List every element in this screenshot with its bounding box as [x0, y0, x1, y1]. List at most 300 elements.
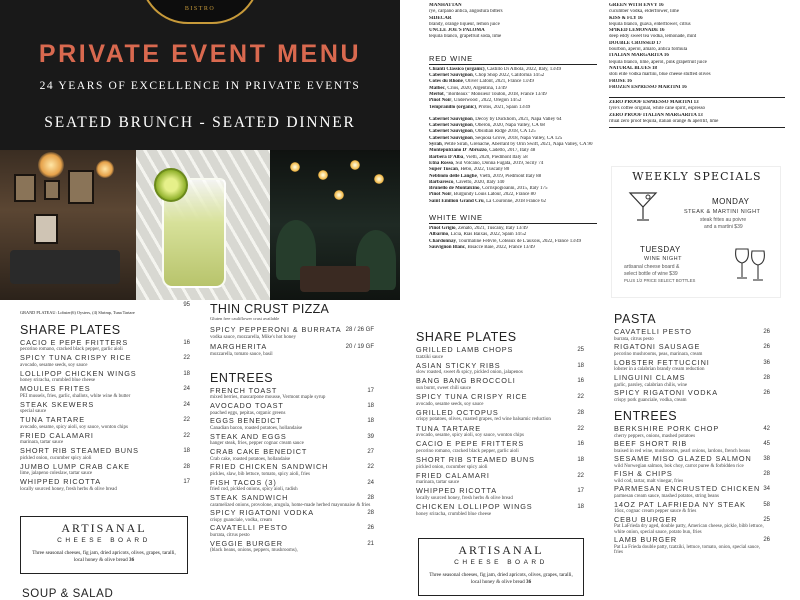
wine-varietal: Brunello de Montalcino: [429, 186, 480, 192]
monday-special: STEAK & MARTINI NIGHT: [684, 209, 761, 215]
wall-frame: [34, 214, 58, 244]
drink-line: FROZEN ESPRESSO MARTINI 16: [609, 84, 687, 90]
share-plates-list: [20, 339, 190, 492]
cheese-board-box: [20, 516, 188, 574]
menu-item: [416, 456, 584, 470]
menu-item: [614, 470, 770, 484]
drink-line: deep eddy sweet tea vodka, lemonade, mint: [609, 34, 697, 40]
menu-item: [614, 328, 770, 342]
drink-line: Cabernet Sauvignon, Decoy by Duckhorn, 2021, Napa Valley 64: [429, 116, 562, 122]
cheese-board-price-2: 36: [525, 578, 532, 585]
drink-line: DOUBLE CROSSED 17: [609, 40, 662, 46]
monday-desc-1: steak frites au poivre: [700, 217, 747, 223]
wine-varietal: Syrah: [429, 142, 442, 148]
drink-line: tequila blanco, grapefruit soda, lime: [429, 34, 502, 40]
drink-line: NATURAL BLUES 18: [609, 65, 657, 71]
wine-varietal: Tempranillo (organic): [429, 104, 476, 110]
menu-item-price: 28: [367, 494, 374, 501]
menu-item-name: CACIO E PEPE FRITTERS: [20, 337, 129, 347]
menu-item-desc: honey sriracha, crumbled blue cheese: [416, 511, 492, 517]
menu-item-name: LINGUINI CLAMS: [614, 372, 686, 382]
menu-item-name: TUNA TARTARE: [416, 423, 481, 433]
menu-item-desc: pecorino romano, cracked black pepper, garlic aioli: [20, 347, 123, 353]
menu-item-price: 28: [367, 510, 374, 517]
menu-item-desc: special sauce: [20, 409, 47, 415]
menu-item-name: GRILLED OCTOPUS: [416, 407, 499, 417]
menu-item-desc: avocado, sesame seeds, soy sauce: [416, 401, 484, 407]
menu-item: [416, 472, 584, 486]
menu-item: [20, 354, 190, 368]
menu-item-name: WHIPPED RICOTTA: [20, 477, 102, 487]
menu-item: [20, 370, 190, 384]
menu-item: [614, 536, 770, 555]
menu-item: [614, 455, 770, 469]
cheese-board-desc: [27, 550, 181, 563]
menu-item: [614, 359, 770, 373]
menu-item-name: JUMBO LUMP CRAB CAKE: [20, 461, 130, 471]
wine-varietal: Etna Rosso: [429, 160, 454, 166]
drink-line: MANHATTAN: [429, 3, 462, 8]
menu-item-name: MOULES FRITES: [20, 384, 91, 394]
wine-varietal: Cabernet Sauvignon: [429, 123, 473, 129]
menu-item-price: 18: [577, 362, 584, 369]
cheese-board-desc-text-2: Three seasonal cheeses, fig jam, dried apricots, olives, grapes, taralli, local honey & olive bread: [429, 572, 573, 585]
menu-item-desc: lobster in a calabrian brandy cream reduction: [614, 367, 705, 373]
signature-cocktails-list: [609, 3, 785, 91]
menu-item-desc: Canadian bacon, roasted potatoes, hollandaise: [210, 426, 303, 432]
menu-item: [20, 463, 190, 477]
menu-item-price: 26: [367, 525, 374, 532]
menu-item-price: 17: [183, 479, 190, 486]
wine-varietal: Albarino: [429, 232, 449, 238]
wine-varietal: Cabernet Sauvignon: [429, 135, 473, 141]
menu-item-desc: avocado, sesame seeds, soy sauce: [20, 362, 88, 368]
menu-item-desc: honey sriracha, crumbled blue cheese: [20, 378, 96, 384]
drink-line: Chianti Classico (organic), Castillo Di Albola, 2022, Italy, 13/49: [429, 66, 562, 72]
menu-item-name: CEBU BURGER: [614, 514, 678, 524]
menu-item-desc: caramelized onions, provolone, arugula, home-made herbed mayonnaise & fries: [210, 502, 371, 508]
menu-item-price: 28: [183, 463, 190, 470]
menu-item-price: 24: [183, 401, 190, 408]
menu-item: [614, 440, 770, 454]
lamp-icon: [96, 160, 114, 178]
hero-subtitle-service: SEATED BRUNCH - SEATED DINNER: [44, 114, 356, 131]
drink-line: FROSE 16: [609, 78, 632, 84]
menu-item-price: 18: [183, 370, 190, 377]
dining-room-photo: [0, 150, 136, 300]
menu-item-name: STEAK AND EGGS: [210, 431, 287, 441]
pizza-subtitle: Gluten free cauliflower crust available: [210, 316, 280, 321]
menu-item-desc: pecorino romano, cracked black pepper, garlic aioli: [416, 448, 519, 454]
menu-item-desc: Crab cake, roasted potatoes, hollandaise: [210, 456, 291, 462]
monday-desc-2: and a martini $39: [704, 224, 743, 230]
pizza-heading: THIN CRUST PIZZA: [210, 302, 330, 316]
menu-item-desc: Pat LaFrieda dry aged, double patty, American cheese, pickle, bibb lettuce, white onion, special sauce, potato bun, fries: [614, 524, 764, 535]
share-plates-heading-2: SHARE PLATES: [416, 330, 517, 344]
red-wine-list-bottle: [429, 117, 597, 205]
menu-item-price: 26: [763, 329, 770, 335]
menu-item-name: SPICY TUNA CRISPY RICE: [20, 353, 132, 363]
menu-item-price: 22: [183, 355, 190, 362]
tuesday-label: TUESDAY: [640, 245, 681, 254]
menu-item: [614, 374, 770, 388]
menu-item-name: LOLLIPOP CHICKEN WINGS: [20, 368, 137, 378]
menu-item-desc: avocado, sesame, spicy aioli, soy sauce, wonton chips: [20, 424, 128, 430]
wine-varietal: Chianti Classico (organic): [429, 66, 485, 72]
wine-varietal: Saint Emilion Grand Cru: [429, 198, 484, 204]
menu-item-price: 45: [763, 441, 770, 448]
lamp-icon: [38, 152, 64, 178]
drink-line: GREEN WITH ENVY 16: [609, 3, 664, 8]
bar-counter: [300, 266, 370, 292]
menu-item-desc: garlic, parsley, calabrian chilis, wine: [614, 382, 688, 388]
menu-item-name: STEAK SANDWICH: [210, 492, 289, 502]
menu-item: [416, 487, 584, 501]
martini-glass-icon: [628, 189, 658, 223]
menu-item: [614, 389, 770, 403]
menu-item-desc: locally sourced honey, fresh herbs & olive bread: [20, 486, 117, 492]
menu-item-desc: avocado, sesame, spicy aioli, soy sauce, wonton chips: [416, 433, 524, 439]
menu-item-name: SPICY RIGATONI VODKA: [614, 388, 718, 398]
menu-item: [416, 440, 584, 454]
pizza-entrees-column: [210, 302, 374, 555]
menu-item-name: CHICKEN LOLLIPOP WINGS: [416, 502, 533, 512]
menu-item-desc: braised in red wine, mushrooms, pearl onions, lardons, french beans: [614, 448, 751, 454]
drink-line: lyre's coffee original, white cane spirit, espresso: [609, 106, 706, 112]
drink-line: Cabernet Sauvignon, Obsidian Ridge 2018, CA 125: [429, 129, 536, 135]
share-plates-list-2: [416, 346, 584, 517]
drink-line: stoli elite vodka martini, blue cheese stuffed olives: [609, 72, 711, 78]
menu-item: [210, 524, 374, 538]
entrees-list-2: [614, 425, 770, 555]
menu-item: [20, 478, 190, 492]
share-plates-heading: SHARE PLATES: [20, 322, 121, 337]
drink-line: Tempranillo (organic), Protos, 2021, Spain 13/49: [429, 104, 531, 110]
lime-slice-icon: [154, 168, 188, 202]
menu-item: [20, 385, 190, 399]
menu-item: [416, 503, 584, 517]
menu-item-price: 17: [367, 387, 374, 394]
pizza-list: [210, 326, 374, 357]
menu-item-price: 22: [183, 432, 190, 439]
menu-item-desc: crispy pork guanciale, vodka, cream: [614, 397, 687, 403]
menu-item-name: FISH TACOS (3): [210, 477, 277, 487]
cocktail-photo: [136, 150, 270, 300]
menu-item: [210, 448, 374, 462]
menu-item-desc: pecorino mushrooms, peas, marinara, cream: [614, 351, 703, 357]
white-wine-list: [429, 226, 597, 251]
pasta-heading: PASTA: [614, 312, 657, 326]
menu-item-price: 22: [577, 425, 584, 432]
light-bulb-icon: [290, 162, 300, 172]
white-wine-heading: WHITE WINE: [429, 213, 597, 224]
drink-line: Syrah, Petite Sirah, Grenache, Aberrant by Orin Swift, 2021, Napa Valley, CA 90: [429, 142, 593, 148]
menu-item-price: 26: [763, 537, 770, 543]
bistro-logo: [140, 0, 260, 24]
menu-item-name: GRILLED LAMB CHOPS: [416, 345, 514, 354]
drinks-column: [429, 3, 597, 251]
drink-line: bourbon, aperol, amaro, antica formula: [609, 47, 688, 53]
cocktails-right-column: [609, 3, 785, 128]
menu-item-price: 22: [577, 394, 584, 401]
menu-item-name: LAMB BURGER: [614, 535, 678, 544]
menu-item-desc: fried cod, pickled onions, spicy aioli, radish: [210, 487, 298, 493]
soup-salad-heading: SOUP & SALAD: [22, 588, 114, 600]
menu-item-price: 26: [763, 344, 770, 351]
menu-item-desc: slow roasted, sweet & spicy, pickled onion, jalapenos: [416, 370, 523, 376]
menu-item-price: 18: [577, 456, 584, 463]
light-bulb-icon: [374, 174, 384, 184]
wine-varietal: Pinot Noir: [429, 98, 452, 104]
menu-item: [20, 401, 190, 415]
menu-item-name: MARGHERITA: [210, 341, 268, 351]
menu-item-name: SHORT RIB STEAMED BUNS: [20, 446, 139, 456]
menu-item-price: 25: [577, 347, 584, 353]
wall-frame: [14, 174, 36, 202]
menu-item: [614, 516, 770, 535]
menu-item-name: PARMESAN ENCRUSTED CHICKEN: [614, 484, 761, 494]
weekly-specials-card: [611, 166, 781, 298]
share-plates-column: [20, 302, 190, 494]
menu-item-desc: lime, jalapeno coleslaw, tartar sauce: [20, 471, 93, 477]
menu-item-desc: crispy guanciale, vodka, cream: [210, 517, 273, 523]
menu-item-desc: sun burnt, sweet chili sauce: [416, 386, 472, 392]
menu-item-desc: pickled onion, cucumber spicy aioli: [20, 455, 92, 461]
menu-item-desc: mixed berries, mascarpone mousse, Vermont maple syrup: [210, 395, 326, 401]
menu-item-price: 17: [577, 488, 584, 495]
cheese-board-desc-text: Three seasonal cheeses, fig jam, dried apricots, olives, grapes, taralli, local honey & olive bread: [32, 550, 176, 563]
menu-item-price: 21: [367, 540, 374, 547]
menu-item-name: AVOCADO TOAST: [210, 401, 284, 411]
drink-line: Etna Rosso, Sul Volcano, Donna Fugata, 2019, Sicily 74: [429, 160, 544, 166]
menu-item: [210, 326, 374, 340]
pasta-entrees-column: [614, 308, 770, 556]
menu-item: [416, 377, 584, 391]
menu-item-name: FRIED CALAMARI: [416, 470, 490, 480]
menu-item-name: CAVATELLI PESTO: [210, 523, 288, 533]
drink-line: Cabernet Sauvignon, Sequoia Grove, 2018, Napa Valley, CA 125: [429, 135, 563, 141]
cheese-board-subtitle: CHEESE BOARD: [57, 537, 151, 544]
menu-item: [20, 339, 190, 353]
menu-item-name: FRIED CALAMARI: [20, 430, 94, 440]
menu-item-name: CACIO E PEPE FRITTERS: [416, 439, 525, 449]
menu-item: [210, 540, 374, 554]
menu-item: [20, 416, 190, 430]
wine-varietal: Barbera D'Alba: [429, 154, 464, 160]
menu-item-price: 28: [763, 374, 770, 381]
drink-line: cucumber vodka, elderflower, lime: [609, 9, 679, 15]
wine-varietal: Cotes du Rhone: [429, 79, 463, 85]
menu-item-name: CAVATELLI PESTO: [614, 327, 692, 336]
menu-item-name: RIGATONI SAUSAGE: [614, 342, 701, 352]
menu-item-price: 38: [763, 456, 770, 463]
drink-line: Pinot Grigio, Zenato, 2021, Tuscany, Italy 13/49: [429, 226, 528, 232]
menu-item: [416, 425, 584, 439]
menu-item-price: 36: [763, 359, 770, 366]
bar-interior-photo: [270, 150, 400, 300]
menu-item-price: 58: [763, 501, 770, 508]
plateau-price: 95: [183, 302, 190, 308]
menu-item: [210, 433, 374, 447]
drink-line: ritual zero proof tequila, italian orange & aperitif, lime: [609, 119, 719, 125]
menu-item: [210, 402, 374, 416]
menu-item-price: 28: [763, 471, 770, 478]
drink-line: Montepulciano D' Abruzzo, Cadetto, 2017, Italy 48: [429, 148, 536, 154]
menu-item-price: 22: [183, 417, 190, 424]
wine-varietal: Super Tuscan: [429, 167, 458, 173]
menu-item-desc: marinara, tartar sauce: [20, 440, 64, 446]
menu-item-desc: wild Norwegian salmon, bok choy, carrot puree & forbidden rice: [614, 463, 744, 469]
page-title: PRIVATE EVENT MENU: [38, 40, 362, 68]
menu-item-price: 25: [763, 516, 770, 523]
drink-line: ZERO PROOF ESPRESSO MARTINI 13: [609, 100, 699, 106]
menu-item-desc: locally sourced honey, fresh herbs & olive bread: [416, 495, 513, 501]
drink-line: Cabernet Sauvignon, Chop Shop 2022, California 14/52: [429, 73, 545, 79]
menu-item: [614, 501, 770, 515]
menu-item-price: 26: [763, 390, 770, 397]
wall-frame: [44, 180, 60, 200]
drink-line: ZERO PROOF ITALIAN MARGARITA 13: [609, 112, 703, 118]
menu-item-desc: (black beans, onions, peppers, mushrooms),: [210, 548, 298, 554]
menu-item-desc: tzatziki sauce: [416, 354, 444, 360]
drink-line: Pinot Noir, Burgundy Louis Latour, 2022, France 80: [429, 192, 536, 198]
light-bulb-icon: [318, 170, 328, 180]
menu-item-price: 42: [763, 426, 770, 433]
menu-item-desc: vodka sauce, mozzarella, Mike's hot honey: [210, 334, 297, 340]
menu-item: [416, 362, 584, 376]
menu-item: [210, 509, 374, 523]
wine-varietal: Cabernet Sauvignon: [429, 129, 473, 135]
red-wine-list-glass: [429, 67, 597, 111]
menu-item-name: SPICY RIGATONI VODKA: [210, 508, 314, 518]
menu-item-name: SPICY PEPPERONI & BURRATA: [210, 325, 342, 334]
menu-item-desc: mozzarella, tomato sauce, basil: [210, 351, 273, 357]
cheese-board-subtitle-2: CHEESE BOARD: [454, 559, 548, 566]
menu-item-desc: hanger steak, fries, pepper cognac cream sauce: [210, 441, 304, 447]
monday-label: MONDAY: [712, 197, 750, 206]
menu-item: [210, 417, 374, 431]
menu-item-desc: poached eggs, pepitas, organic greens: [210, 410, 286, 416]
wine-varietal: Pinot Grigio: [429, 226, 456, 232]
cheese-board-price: 36: [128, 556, 135, 563]
weekly-specials-title: WEEKLY SPECIALS: [632, 170, 762, 183]
menu-item-desc: burrata, citrus pesto: [210, 533, 250, 539]
zero-proof-box: [609, 97, 785, 128]
light-bulb-icon: [350, 160, 360, 170]
menu-item-price: 18: [367, 403, 374, 410]
drink-line: Barbaresco, Cavetto, 2020, Italy 140: [429, 179, 505, 185]
entrees-heading: ENTREES: [210, 370, 274, 385]
menu-item-name: FISH & CHIPS: [614, 469, 673, 479]
drink-line: Cotes du Rhone, Oliver Lafont, 2021, France 13/49: [429, 79, 534, 85]
menu-item: [614, 343, 770, 357]
menu-item-price: 34: [763, 486, 770, 493]
menu-item-price: 22: [367, 464, 374, 471]
wine-varietal: Cabernet Sauvignon: [429, 116, 473, 122]
logo-text: BISTRO: [184, 6, 216, 12]
menu-item-desc: crispy potatoes, olives, roasted grapes, red wine balsamic reduction: [416, 417, 551, 423]
share-plates-column-2: [416, 326, 584, 519]
menu-item: [614, 485, 770, 499]
menu-item: [210, 479, 374, 493]
drink-line: SPIKED LEMONADE 16: [609, 28, 665, 34]
wine-varietal: Merlot: [429, 91, 444, 97]
red-wine-heading: RED WINE: [429, 54, 597, 65]
menu-item-desc: cherry peppers, onions, mashed potatoes: [614, 433, 696, 439]
menu-item-price: 18: [183, 448, 190, 455]
tuesday-desc-2: select bottle of wine $39: [624, 271, 678, 277]
drink-line: Saint Emilion Grand Cru, La Couronne, 2018 France 62: [429, 198, 546, 204]
menu-item-price: 28: [577, 409, 584, 416]
cheese-board-title-2: ARTISANAL: [458, 543, 544, 557]
wall-frame: [68, 170, 94, 204]
menu-item-price: 18: [577, 504, 584, 511]
wine-varietal: Cabernet Sauvignon: [429, 73, 473, 79]
menu-item-desc: marinara, tartar sauce: [416, 480, 460, 486]
cheese-board-box-2: [418, 538, 584, 596]
drink-line: KISS & FLY 16: [609, 15, 643, 21]
menu-item-name: 14OZ PAT LAFRIEDA NY STEAK: [614, 499, 746, 509]
drink-line: brandy, orange liqueur, lemon juice: [429, 21, 500, 27]
menu-item-price: 39: [367, 433, 374, 440]
drink-line: ITALIAN MARGARITA 16: [609, 53, 669, 59]
tuesday-special: WINE NIGHT: [644, 256, 682, 262]
menu-item-name: WHIPPED RICOTTA: [416, 486, 498, 496]
menu-item-price: 27: [367, 449, 374, 455]
menu-item-price: 16: [577, 441, 584, 448]
wine-varietal: Montepulciano D' Abruzzo: [429, 148, 487, 154]
drink-line: UNCLE JOE'S PALOMA: [429, 28, 485, 34]
drink-line: Malbec, Crios, 2020, Argentina, 13/49: [429, 85, 507, 91]
menu-item-name: SPICY TUNA CRISPY RICE: [416, 392, 528, 402]
menu-item-price: 22: [577, 472, 584, 479]
menu-item: [210, 463, 374, 477]
menu-item-price: 28 / 26 GF: [345, 327, 374, 333]
drink-line: Brunello de Montalcino, Corrispogioanni, 2015, Italy 175: [429, 186, 548, 192]
menu-item: [20, 432, 190, 446]
menu-item-name: FRIED CHICKEN SANDWICH: [210, 462, 329, 472]
drink-line: Cabernet Sauvignon, Oberon, 2020, Napa Valley, CA 68: [429, 123, 545, 129]
menu-item-name: STEAK SKEWERS: [20, 399, 95, 409]
tuesday-desc-1: artisanal cheese board &: [624, 264, 680, 270]
menu-item-desc: 16oz, cognac cream pepper sauce & fries: [614, 509, 697, 515]
menu-item-price: 20 / 19 GF: [345, 343, 374, 350]
menu-item: [210, 343, 374, 357]
tuesday-desc-3: PLUS 1/2 PRICE SELECT BOTTLES: [624, 278, 696, 283]
menu-item-price: 24: [367, 479, 374, 486]
cheese-board-desc-2: [425, 572, 577, 585]
hero-subtitle: 24 YEARS OF EXCELLENCE IN PRIVATE EVENTS: [39, 80, 361, 92]
drink-line: Albarino, Licia, Rias Baixas, 2022, Spain 14/52: [429, 232, 527, 238]
menu-item-desc: pickled onion, cucumber spicy aioli: [416, 464, 488, 470]
menu-item-name: BEEF SHORT RIB: [614, 439, 688, 449]
drink-line: tequila blanco, guava, elderflower, citrus: [609, 21, 691, 27]
drink-line: Barbera D'Alba, Vietti, 2020, Piedmont Italy 58: [429, 154, 528, 160]
menu-item-price: 16: [577, 378, 584, 385]
menu-item-desc: wild cod, tartar, malt vinegar, fries: [614, 479, 684, 485]
drink-line: rye, carpano antica, angostura bitters: [429, 9, 503, 15]
menu-item-price: 16: [183, 339, 190, 346]
wine-varietal: Nebbiolo delle Langhe: [429, 173, 477, 179]
entrees-heading-2: ENTREES: [614, 409, 678, 424]
menu-item-price: 24: [183, 386, 190, 393]
plateau-row: [20, 302, 190, 319]
drink-line: tequila blanco, lime, aperol, pink grapefruit juice: [609, 59, 707, 65]
cheese-board-title: ARTISANAL: [61, 521, 147, 535]
sofa: [10, 250, 120, 284]
menu-item-name: FRENCH TOAST: [210, 385, 278, 395]
menu-item: [416, 346, 584, 360]
